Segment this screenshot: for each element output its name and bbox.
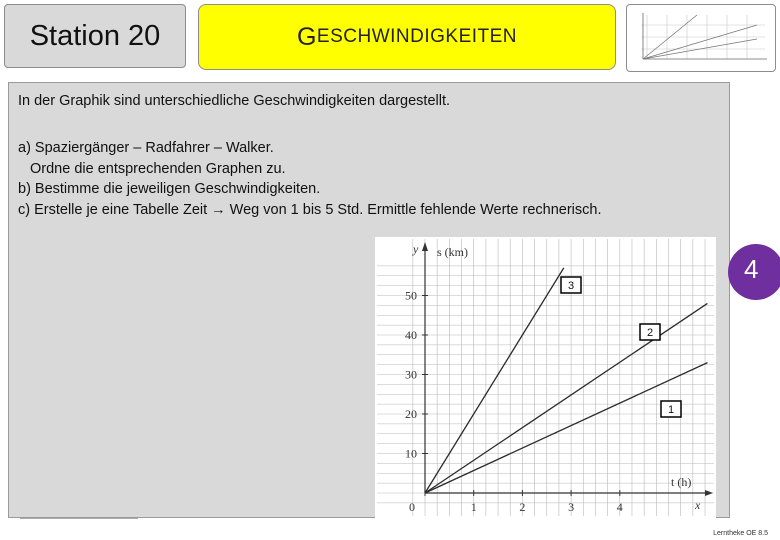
task-a: a) Spaziergänger – Radfahrer – Walker. (18, 140, 274, 156)
x-axis-label: t (h) (671, 475, 692, 489)
y-tick-label: 40 (405, 328, 417, 342)
task-c: c) Erstelle je eine Tabelle Zeit → Weg von 1 bis 5 Std. Ermittle fehlende Werte rechnerisch. (18, 201, 602, 218)
x-axis-letter: x (695, 498, 701, 512)
y-axis-arrow (422, 242, 428, 251)
speed-chart (375, 237, 716, 518)
divider (20, 518, 138, 519)
task-a-instruction: Ordne die entsprechenden Graphen zu. (30, 160, 286, 177)
task-b: b) Bestimme die jeweiligen Geschwindigkeiten. (18, 181, 321, 197)
x-tick-label: 3 (568, 500, 575, 514)
series-label-3: 3 (567, 280, 575, 292)
task-list (18, 138, 602, 220)
page-number: 4 (744, 254, 759, 284)
footer-credit: Lerntheke OE 8.5 (713, 530, 768, 537)
speed-graph (375, 237, 716, 518)
x-tick-label: 0 (409, 500, 415, 514)
y-tick-label: 20 (405, 407, 417, 421)
graph-thumbnail (626, 4, 776, 72)
x-tick-label: 2 (519, 500, 526, 514)
station-label: Station 20 (4, 4, 186, 68)
graph-thumbnail-image (627, 5, 775, 71)
x-axis-arrow (705, 490, 713, 496)
x-tick-label: 4 (616, 500, 623, 514)
y-tick-label: 10 (405, 446, 417, 461)
series-label-1: 1 (667, 404, 675, 416)
page-title (198, 4, 616, 70)
y-axis-label: s (km) (437, 245, 468, 259)
title-initial: G (296, 22, 317, 51)
x-tick-label: 1 (470, 500, 477, 514)
series-label-2: 2 (646, 327, 654, 339)
y-tick-label: 50 (405, 288, 417, 303)
series-line-2 (425, 303, 707, 493)
title-rest: ESCHWINDIGKEITEN (316, 26, 518, 47)
series-line-3 (425, 268, 564, 493)
y-tick-label: 30 (405, 367, 417, 382)
intro-text: In der Graphik sind unterschiedliche Geschwindigkeiten dargestellt. (18, 93, 451, 109)
y-axis-letter: y (413, 242, 419, 256)
